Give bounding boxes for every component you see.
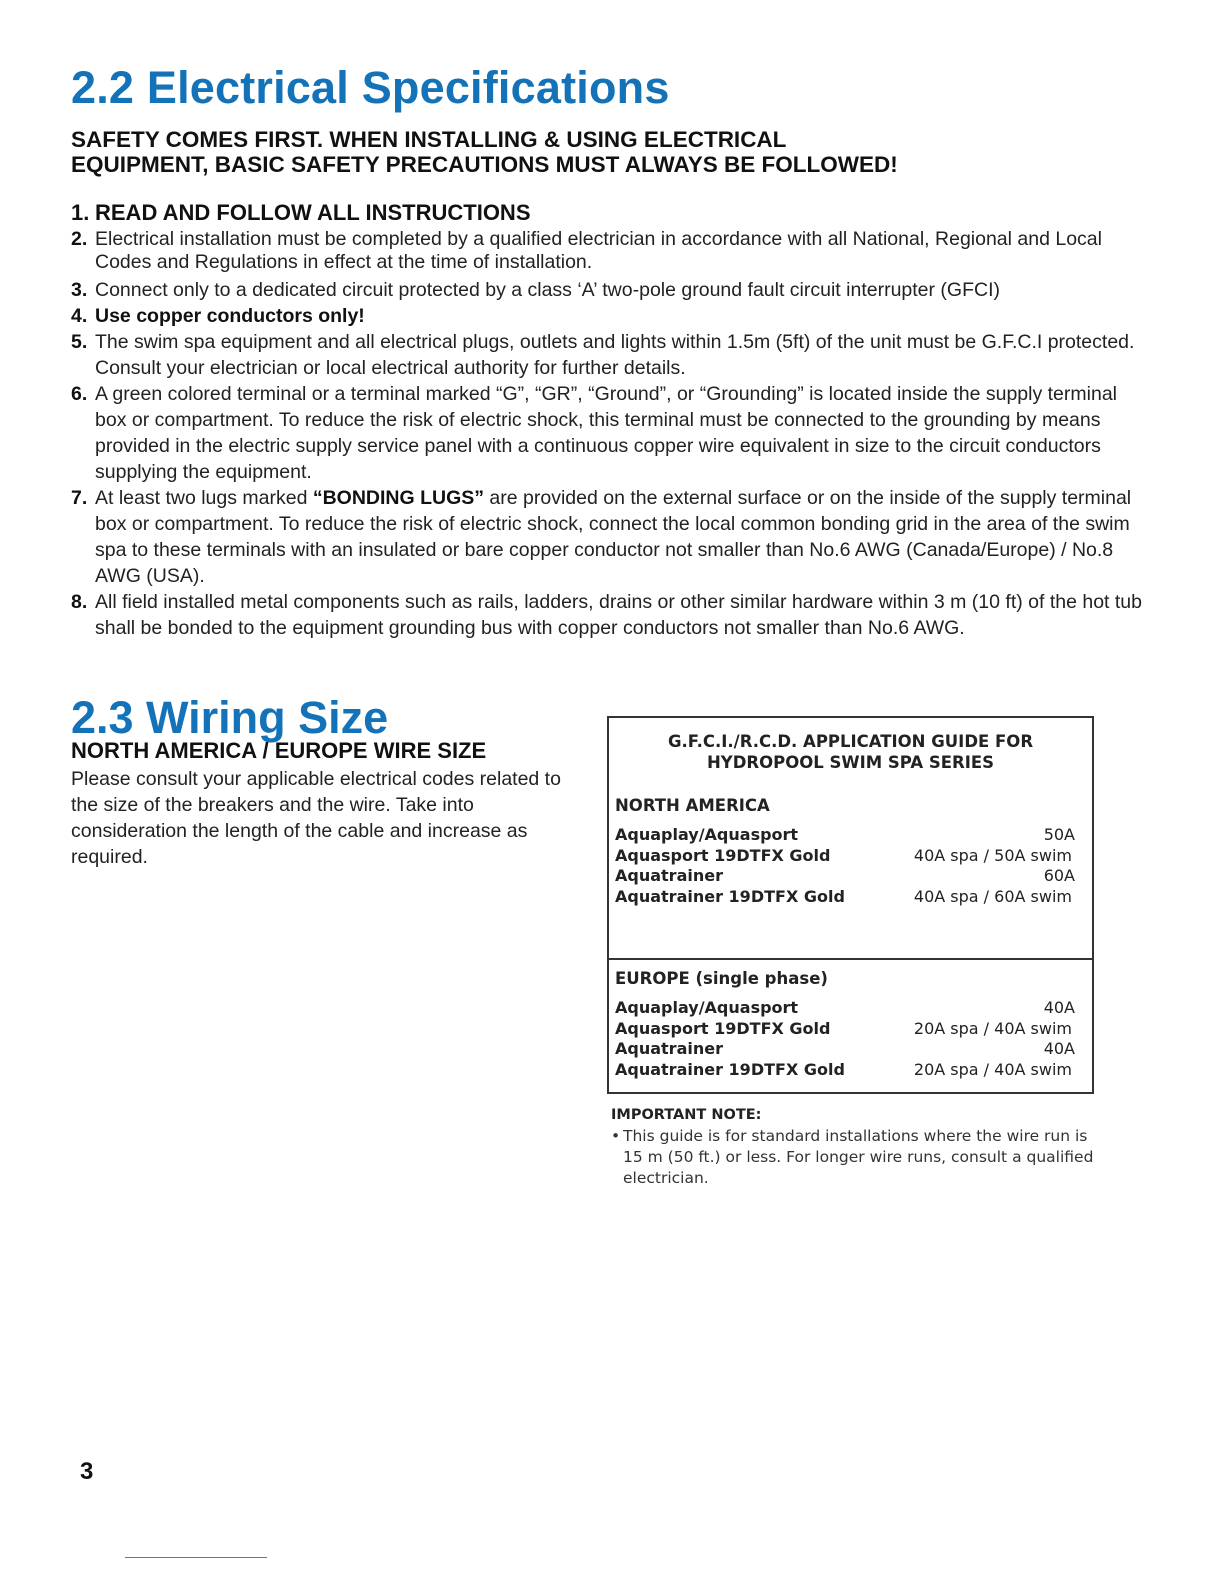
list-item-number: 5. <box>71 331 88 353</box>
list-item-number: 2. <box>71 228 88 250</box>
list-item-number: 3. <box>71 279 88 301</box>
bullet-icon: • <box>611 1127 621 1145</box>
table-row <box>615 1039 1075 1060</box>
footer-rule <box>125 1557 267 1558</box>
bonding-lugs-label: “BONDING LUGS” <box>312 487 485 509</box>
list-item-text: Connect only to a dedicated circuit protected by a class ‘A’ two-pole ground fault circuit interrupter (GFCI) <box>95 279 1000 301</box>
europe-heading: EUROPE (single phase) <box>615 969 828 988</box>
safety-warning-line-2: EQUIPMENT, BASIC SAFETY PRECAUTIONS MUST ALWAYS BE FOLLOWED! <box>71 152 898 177</box>
breaker-value: 50A <box>1043 825 1075 844</box>
model-name: Aquatrainer 19DTFX Gold <box>615 1059 845 1079</box>
section-subtitle: NORTH AMERICA / EUROPE WIRE SIZE <box>71 738 487 763</box>
list-item-text-before: At least two lugs marked <box>95 487 313 509</box>
table-row <box>615 887 1075 908</box>
gfci-application-guide-table <box>607 716 1094 1094</box>
list-item <box>71 198 1151 228</box>
breaker-value: 20A spa / 40A swim <box>913 1018 1072 1038</box>
list-item <box>71 381 1151 485</box>
breaker-value: 20A spa / 40A swim <box>913 1059 1072 1079</box>
list-item-text: All field installed metal components such as rails, ladders, drains or other similar hardware within 3 m (10 ft) of the hot tub shall be bonded to the equipment grounding bus with copper conductors not smaller than No.6 AWG. <box>95 591 1142 639</box>
table-row <box>615 1060 1075 1081</box>
guide-title <box>609 731 1092 773</box>
section-title-wiring-size: 2.3 Wiring Size <box>71 692 389 743</box>
list-item-text: READ AND FOLLOW ALL INSTRUCTIONS <box>95 200 531 225</box>
list-item <box>71 485 1151 589</box>
model-name: Aquasport 19DTFX Gold <box>615 1018 831 1038</box>
north-america-rows <box>615 825 1075 907</box>
safety-warning-line-1: SAFETY COMES FIRST. WHEN INSTALLING & USING ELECTRICAL <box>71 127 787 152</box>
table-row <box>615 1019 1075 1040</box>
list-item-text: The swim spa equipment and all electrical plugs, outlets and lights within 1.5m (5ft) of the unit must be G.F.C.I protected. Consult your electrician or local electrical authority for further details. <box>95 331 1135 379</box>
table-divider <box>609 958 1092 960</box>
breaker-value: 60A <box>1043 866 1075 885</box>
table-row <box>615 866 1075 887</box>
breaker-value: 40A spa / 50A swim <box>913 845 1072 865</box>
table-row <box>615 998 1075 1019</box>
list-item-text: A green colored terminal or a terminal marked “G”, “GR”, “Ground”, or “Grounding” is located inside the supply terminal box or compartment. To reduce the risk of electric shock, this terminal must be connected to the grounding by means provided in the electric supply service panel with a continuous copper wire equivalent in size to the circuit conductors supplying the equipment. <box>95 383 1117 483</box>
page-number: 3 <box>80 1458 94 1485</box>
list-item-number: 6. <box>71 383 88 405</box>
list-item-text-after: are provided on the external surface or on the inside of the supply terminal box or compartment. To reduce the risk of electric shock, connect the local common bonding grid in the area of the swim spa to these terminals with an insulated or bare copper conductor not smaller than No.6 AWG (Canada/Europe) / No.8 AWG (USA). <box>95 487 1132 587</box>
list-item-text: Use copper conductors only! <box>95 305 365 327</box>
breaker-value: 40A <box>1043 998 1075 1017</box>
breaker-value: 40A spa / 60A swim <box>913 886 1072 906</box>
list-item <box>71 277 1151 303</box>
important-note-text: This guide is for standard installations where the wire run is 15 m (50 ft.) or less. For longer wire runs, consult a qualified electrician. <box>623 1127 1094 1187</box>
model-name: Aquaplay/Aquasport <box>615 998 799 1017</box>
list-item <box>71 303 1151 329</box>
list-item-number: 7. <box>71 487 88 509</box>
model-name: Aquatrainer 19DTFX Gold <box>615 886 845 906</box>
list-item <box>71 589 1151 641</box>
list-item-number: 1. <box>71 200 90 225</box>
list-item <box>71 228 1151 274</box>
table-row <box>615 825 1075 846</box>
model-name: Aquatrainer <box>615 1039 723 1058</box>
wiring-size-paragraph: Please consult your applicable electrical codes related to the size of the breakers and the wire. Take into consideration the length of the cable and increase as required. <box>71 768 561 868</box>
section-title-electrical-specifications: 2.2 Electrical Specifications <box>71 62 670 113</box>
guide-title-line-1: G.F.C.I./R.C.D. APPLICATION GUIDE FOR <box>667 732 1034 751</box>
important-note-body <box>611 1126 1101 1189</box>
list-item-text: Electrical installation must be completed by a qualified electrician in accordance with all National, Regional and Local Codes and Regulations in effect at the time of installation. <box>95 228 1102 273</box>
list-item-number: 4. <box>71 305 88 327</box>
table-row <box>615 846 1075 867</box>
list-item <box>71 329 1151 381</box>
important-note-title: IMPORTANT NOTE: <box>611 1107 762 1123</box>
guide-title-line-2: HYDROPOOL SWIM SPA SERIES <box>706 753 995 772</box>
model-name: Aquatrainer <box>615 866 723 885</box>
europe-rows <box>615 998 1075 1080</box>
model-name: Aquasport 19DTFX Gold <box>615 845 831 865</box>
model-name: Aquaplay/Aquasport <box>615 825 799 844</box>
instructions-list <box>71 198 1151 641</box>
safety-warning <box>71 127 898 177</box>
breaker-value: 40A <box>1043 1039 1075 1058</box>
list-item-number: 8. <box>71 591 88 613</box>
north-america-heading: NORTH AMERICA <box>615 796 770 815</box>
